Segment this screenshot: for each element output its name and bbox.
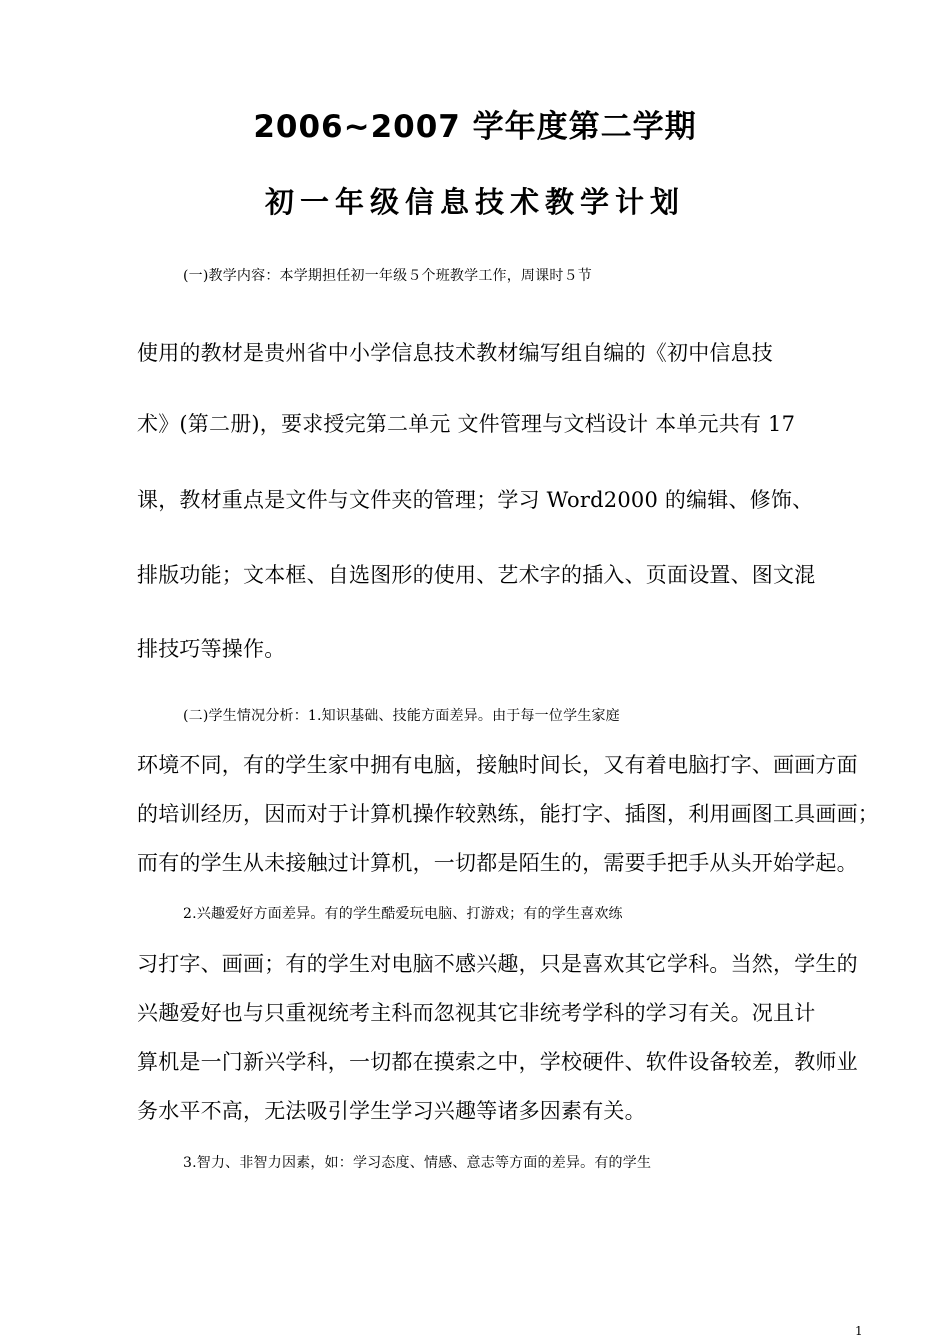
paragraph-line: 排技巧等操作。 bbox=[137, 637, 286, 661]
paragraph-line: 算机是一门新兴学科，一切都在摸索之中，学校硬件、软件设备较差，教师业 bbox=[137, 1050, 858, 1074]
paragraph-line: 排版功能；文本框、自选图形的使用、艺术字的插入、页面设置、图文混 bbox=[137, 563, 816, 587]
paragraph-line: 使用的教材是贵州省中小学信息技术教材编写组自编的《初中信息技 bbox=[137, 341, 773, 365]
paragraph-line: 环境不同，有的学生家中拥有电脑，接触时间长，又有着电脑打字、画画方面 bbox=[137, 753, 858, 777]
page-number: 1 bbox=[855, 1324, 863, 1338]
paragraph-line: 兴趣爱好也与只重视统考主科而忽视其它非统考学科的学习有关。况且计 bbox=[137, 1001, 816, 1025]
paragraph-line: 术》(第二册)，要求授完第二单元 文件管理与文档设计 本单元共有 17 bbox=[137, 412, 796, 436]
document-subtitle: 初一年级信息技术教学计划 bbox=[264, 185, 685, 219]
paragraph-line: 习打字、画画；有的学生对电脑不感兴趣，只是喜欢其它学科。当然，学生的 bbox=[137, 952, 858, 976]
paragraph-line: 而有的学生从未接触过计算机，一切都是陌生的，需要手把手从头开始学起。 bbox=[137, 851, 858, 875]
paragraph-line: (二)学生情况分析：1.知识基础、技能方面差异。由于每一位学生家庭 bbox=[183, 708, 620, 724]
paragraph-line: 3.智力、非智力因素，如：学习态度、情感、意志等方面的差异。有的学生 bbox=[183, 1155, 652, 1171]
document-title: 2006~2007 学年度第二学期 bbox=[253, 109, 697, 145]
paragraph-line: 2.兴趣爱好方面差异。有的学生酷爱玩电脑、打游戏；有的学生喜欢练 bbox=[183, 906, 623, 922]
paragraph-line: 务水平不高，无法吸引学生学习兴趣等诸多因素有关。 bbox=[137, 1099, 646, 1123]
paragraph-line: 的培训经历，因而对于计算机操作较熟练，能打字、插图，利用画图工具画画； bbox=[137, 802, 879, 826]
paragraph-line: 课，教材重点是文件与文件夹的管理；学习 Word2000 的编辑、修饰、 bbox=[137, 488, 814, 512]
paragraph-line: (一)教学内容：本学期担任初一年级５个班教学工作，周课时５节 bbox=[183, 268, 592, 284]
